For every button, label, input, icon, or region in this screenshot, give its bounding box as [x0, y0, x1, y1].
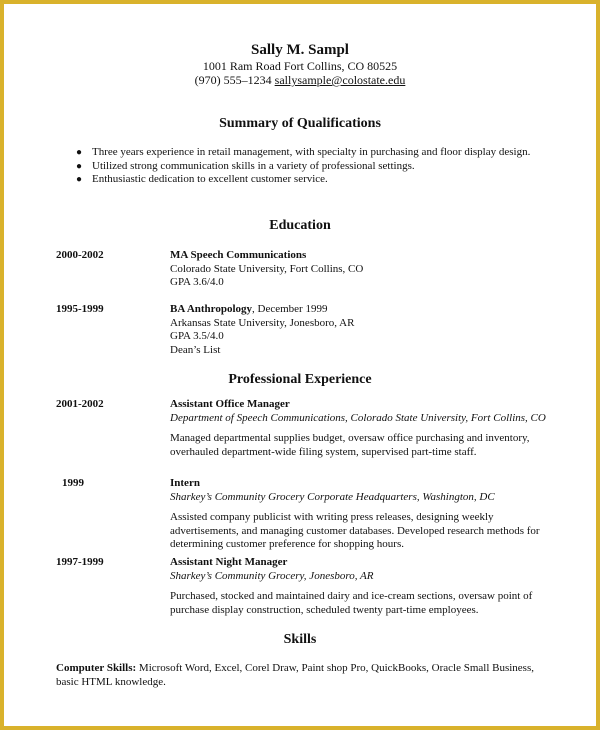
- experience-heading: Professional Experience: [228, 372, 372, 387]
- job-description: Managed departmental supplies budget, oversaw office purchasing and inventory, overhauled department-wide filing system, supervised part-time staff.: [170, 432, 530, 458]
- experience-entry: [56, 556, 556, 617]
- school: Colorado State University, Fort Collins, CO: [170, 262, 364, 275]
- entry-date: 2000-2002: [56, 249, 104, 261]
- job-description: Assisted company publicist with writing press releases, designing weekly advertisements, and managing customer databases. Developed research methods for determining customer preference for shopping hours.: [170, 511, 540, 550]
- bullet-icon: ●: [76, 147, 83, 158]
- list-item: ● Three years experience in retail management, with specialty in purchasing and floor display design.: [76, 146, 531, 158]
- phone: (970) 555–1234: [194, 73, 272, 87]
- education-heading: Education: [269, 218, 331, 233]
- honor: Dean’s List: [170, 343, 221, 356]
- school: Arkansas State University, Jonesboro, AR: [170, 316, 355, 329]
- gpa: GPA 3.5/4.0: [170, 330, 224, 342]
- contact-line: [4, 73, 596, 87]
- summary-list: [74, 146, 534, 187]
- degree: MA Speech Communications: [170, 249, 307, 261]
- job-title: Assistant Office Manager: [170, 398, 290, 410]
- skills-heading: Skills: [283, 632, 317, 647]
- entry-date: 1997-1999: [56, 556, 104, 568]
- email-link[interactable]: sallysample@colostate.edu: [274, 73, 406, 87]
- bullet-icon: ●: [76, 160, 83, 172]
- list-item: ● Enthusiastic dedication to excellent customer service.: [76, 173, 328, 185]
- job-description: Purchased, stocked and maintained dairy and ice-cream sections, oversaw point of purchase display construction, scheduled twenty part-time employees.: [170, 590, 533, 616]
- degree-date: , December 1999: [252, 303, 328, 315]
- resume-page: [4, 4, 596, 726]
- experience-entry: [56, 477, 556, 552]
- job-title: Assistant Night Manager: [170, 556, 288, 568]
- entry-date: 2001-2002: [56, 398, 104, 410]
- resume-header: [4, 42, 596, 87]
- address: 1001 Ram Road Fort Collins, CO 80525: [202, 59, 398, 73]
- entry-date: 1999: [62, 477, 84, 489]
- skills-text: [56, 661, 556, 689]
- organization: Sharkey’s Community Grocery Corporate Headquarters, Washington, DC: [170, 490, 495, 503]
- bullet-icon: ●: [76, 174, 83, 185]
- job-title: Intern: [170, 477, 200, 489]
- entry-date: 1995-1999: [56, 303, 104, 315]
- organization: Sharkey’s Community Grocery, Jonesboro, AR: [170, 569, 374, 582]
- skills-label: Computer Skills:: [56, 662, 137, 674]
- applicant-name: Sally M. Sampl: [251, 42, 349, 58]
- education-entry: [56, 303, 556, 357]
- degree: BA Anthropology: [170, 303, 253, 315]
- gpa: GPA 3.6/4.0: [170, 276, 224, 288]
- list-item: ● Utilized strong communication skills in a variety of professional settings.: [76, 159, 415, 172]
- education-entry: [56, 249, 556, 290]
- organization: Department of Speech Communications, Colorado State University, Fort Collins, CO: [170, 411, 546, 424]
- experience-entry: [56, 398, 556, 459]
- summary-heading: Summary of Qualifications: [219, 116, 381, 131]
- skills-list: Microsoft Word, Excel, Corel Draw, Paint shop Pro, QuickBooks, Oracle Small Business, basic HTML knowledge.: [56, 662, 534, 688]
